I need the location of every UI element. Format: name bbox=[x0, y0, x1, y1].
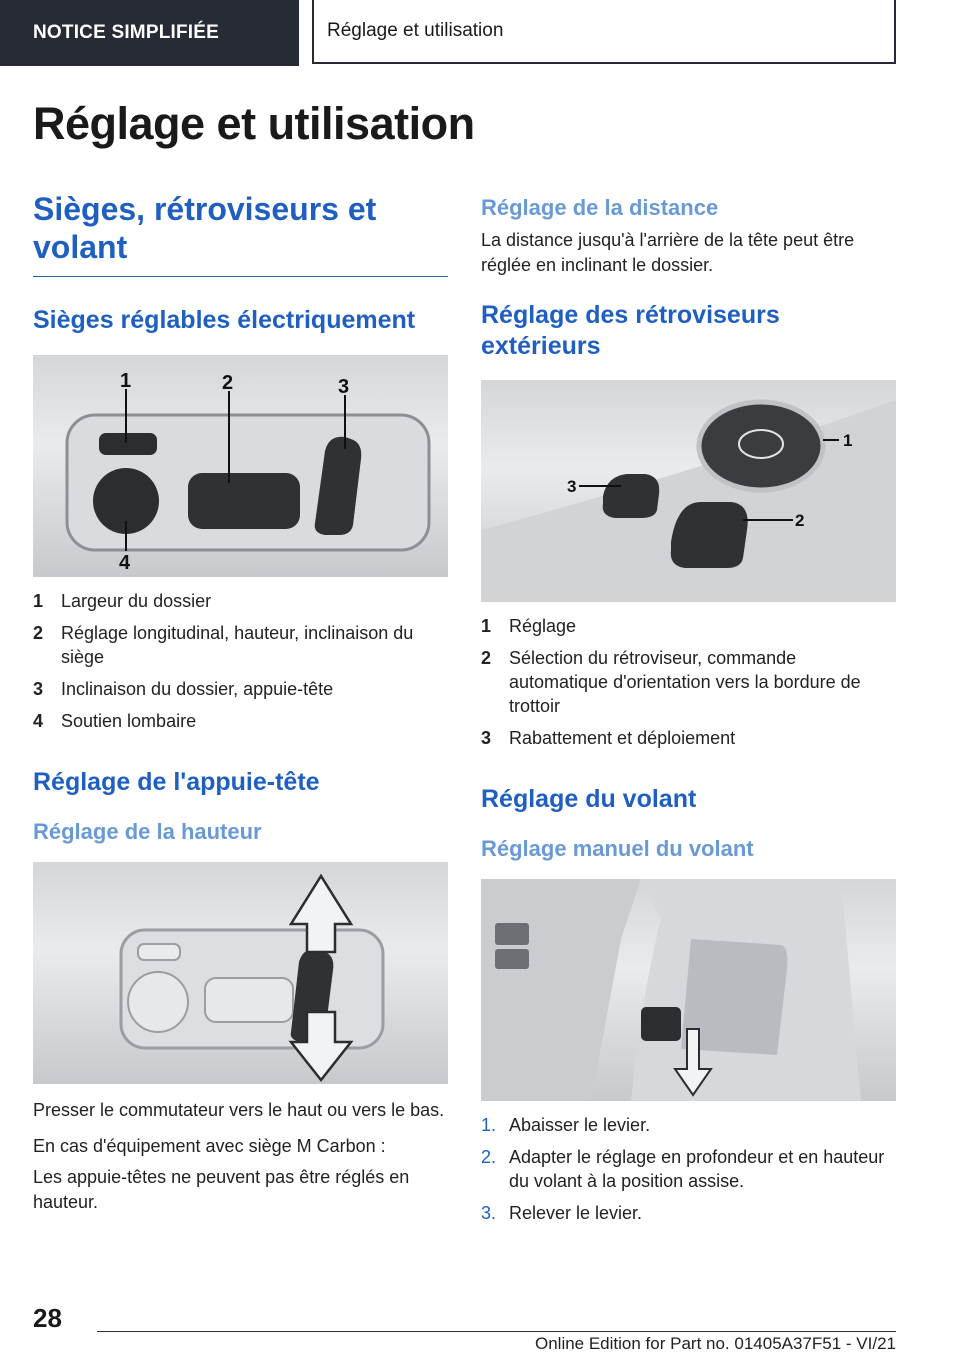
mirror-adjust-knob bbox=[699, 402, 823, 490]
page-number: 28 bbox=[33, 1303, 62, 1333]
list-item: 3 Inclinaison du dossier, appuie-tête bbox=[33, 679, 334, 699]
section-heading: Sièges, rétroviseurs et volant bbox=[33, 190, 448, 277]
mirrors-heading: Réglage des rétroviseurs extérieurs bbox=[481, 301, 780, 360]
header-section-label: NOTICE SIMPLIFIÉE bbox=[0, 0, 299, 66]
list-item: 1. Abaisser le levier. bbox=[481, 1115, 651, 1135]
list-item: 1 Largeur du dossier bbox=[33, 591, 212, 611]
list-item: 2 Réglage longitudinal, hauteur, inclinaison du siège bbox=[33, 623, 414, 667]
distance-subheading: Réglage de la distance bbox=[481, 195, 719, 220]
seats-heading: Sièges réglables électriquement bbox=[33, 306, 416, 334]
seat-controls-figure bbox=[33, 355, 448, 577]
paragraph: En cas d'équipement avec siège M Carbon : bbox=[33, 1136, 386, 1156]
headrest-heading: Réglage de l'appuie-tête bbox=[33, 768, 320, 796]
figure-callout: 1 bbox=[843, 431, 853, 450]
paragraph: Presser le commutateur vers le haut ou vers le bas. bbox=[33, 1100, 445, 1120]
figure-callout: 3 bbox=[567, 477, 577, 496]
list-item: 3. Relever le levier. bbox=[481, 1203, 643, 1223]
figure-callout: 2 bbox=[222, 372, 234, 394]
page-header bbox=[0, 0, 960, 66]
seat-legend bbox=[33, 589, 448, 733]
paragraph: Les appuie-têtes ne peuvent pas être réglés en hauteur. bbox=[33, 1167, 410, 1212]
paragraph: La distance jusqu'à l'arrière de la tête peut être réglée en inclinant le dossier. bbox=[481, 230, 855, 275]
edition-info: Online Edition for Part no. 01405A37F51 - VI/21 bbox=[534, 1334, 896, 1353]
fold-switch bbox=[603, 474, 659, 518]
manual-wheel-subheading: Réglage manuel du volant bbox=[481, 836, 754, 861]
figure-callout: 2 bbox=[795, 511, 805, 530]
figure-callout: 3 bbox=[338, 376, 350, 398]
steering-column-figure bbox=[481, 879, 896, 1101]
mirror-legend bbox=[481, 614, 896, 750]
steering-lever bbox=[641, 1007, 681, 1041]
wheel-heading: Réglage du volant bbox=[481, 785, 697, 813]
list-item: 2. Adapter le réglage en profondeur et en hauteur du volant à la position assise. bbox=[481, 1147, 885, 1191]
left-column bbox=[33, 190, 448, 1215]
mirror-controls-figure bbox=[481, 380, 896, 602]
backrest-width-switch bbox=[99, 433, 157, 455]
list-item: 1 Réglage bbox=[481, 616, 577, 636]
height-subheading: Réglage de la hauteur bbox=[33, 819, 262, 844]
list-item: 4 Soutien lombaire bbox=[33, 711, 197, 731]
list-item: 3 Rabattement et déploiement bbox=[481, 728, 736, 748]
footer-divider bbox=[97, 1331, 896, 1332]
list-item: 2 Sélection du rétroviseur, commande automatique d'orientation vers la bordure de trottoir bbox=[481, 648, 861, 716]
figure-callout: 4 bbox=[119, 552, 131, 574]
steps-list bbox=[481, 1113, 896, 1225]
headrest-switch-figure bbox=[33, 862, 448, 1084]
right-column bbox=[481, 190, 896, 1233]
figure-callout: 1 bbox=[120, 370, 132, 392]
page-title: Réglage et utilisation bbox=[33, 98, 475, 149]
seat-adjust-switch bbox=[188, 473, 300, 529]
mirror-select-switch bbox=[671, 502, 748, 568]
header-chapter-label: Réglage et utilisation bbox=[312, 0, 896, 64]
